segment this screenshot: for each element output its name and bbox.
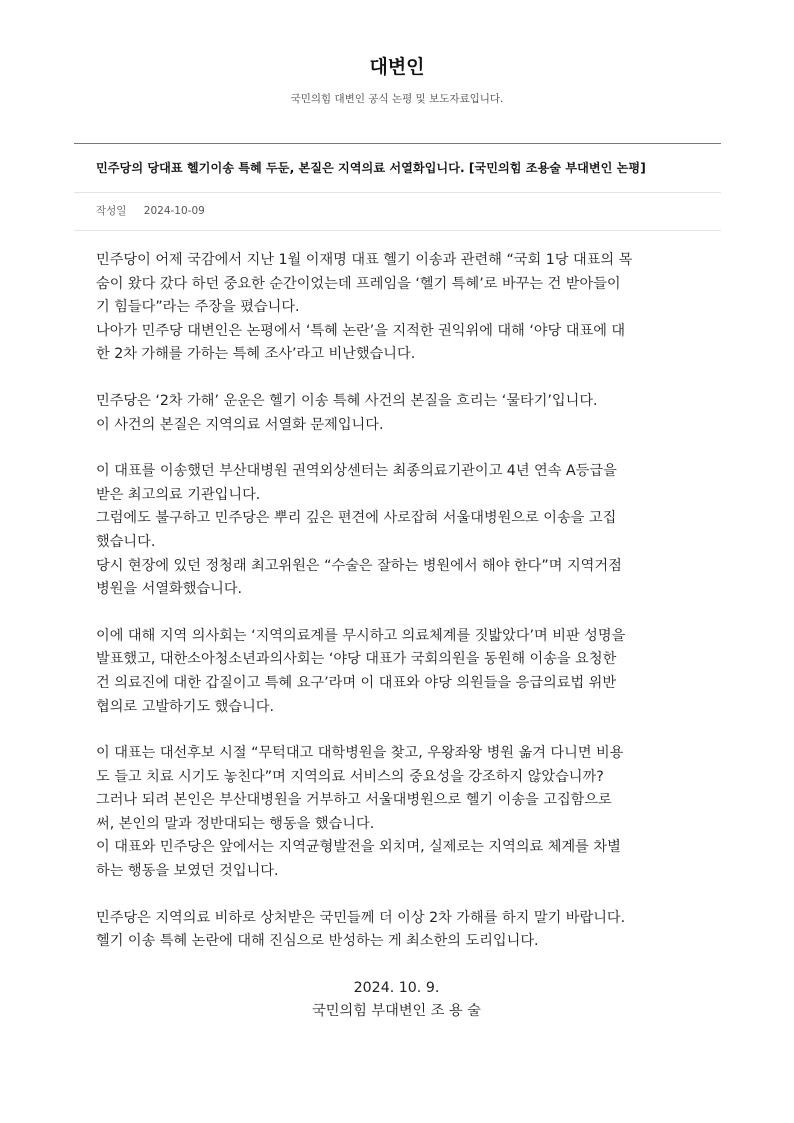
article-title: 민주당의 당대표 헬기이송 특혜 두둔, 본질은 지역의료 서열화입니다. [국민의힘 조용술 부대변인 논평]: [74, 144, 721, 193]
paragraph-line: 이 사건의 본질은 지역의료 서열화 문제입니다.: [96, 416, 384, 433]
paragraph-line: 민주당은 ‘2차 가해’ 운운은 헬기 이송 특혜 사건의 본질을 흐리는 ‘물타기’입니다.: [96, 392, 598, 409]
paragraph-line: 하는 행동을 보였던 것입니다.: [96, 863, 279, 880]
paragraph-line: 한 2차 가해를 가하는 특혜 조사’라고 비난했습니다.: [96, 346, 416, 363]
paragraph-line: 민주당이 어제 국감에서 지난 1월 이재명 대표 헬기 이송과 관련해 “국회 1당 대표의 목: [96, 252, 633, 268]
paragraph-line: 그러나 되려 본인은 부산대병원을 거부하고 서울대병원으로 헬기 이송을 고집함으로: [96, 792, 612, 809]
page-title: 대변인: [369, 56, 425, 78]
body-paragraph: [96, 460, 697, 602]
paragraph-line: 했습니다.: [96, 533, 156, 550]
paragraph-line: 병원을 서열화했습니다.: [96, 581, 243, 598]
date-label: 작성일: [96, 205, 127, 217]
paragraph-line: 이 대표를 이송했던 부산대병원 권역외상센터는 최종의료기관이고 4년 연속 A등급을: [96, 463, 617, 480]
paragraph-line: 민주당은 지역의료 비하로 상처받은 국민들께 더 이상 2차 가해를 하지 말기 바랍니다.: [96, 909, 626, 926]
signature-date: 2024. 10. 9.: [353, 979, 440, 996]
page-header: [0, 0, 794, 107]
article-body: [74, 231, 721, 954]
paragraph-line: 숨이 왔다 갔다 하던 중요한 순간이었는데 프레임을 ‘헬기 특혜’로 바꾸는 건 받아들이: [96, 275, 621, 292]
paragraph-line: 이 대표는 대선후보 시절 “무턱대고 대학병원을 찾고, 우왕좌왕 병원 옮겨 다니면 비용: [96, 745, 624, 762]
article: [74, 143, 721, 1024]
body-paragraph: [96, 249, 697, 367]
paragraph-line: 써, 본인의 말과 정반대되는 행동을 했습니다.: [96, 815, 375, 832]
paragraph-line: 발표했고, 대한소아청소년과의사회는 ‘야당 대표가 국회의원을 동원해 이송을 요청한: [96, 651, 617, 668]
body-paragraph: [96, 907, 697, 954]
paragraph-line: 당시 현장에 있던 정청래 최고위원은 “수술은 잘하는 병원에서 해야 한다”며 지역거점: [96, 557, 622, 574]
paragraph-line: 기 힘들다”라는 주장을 폈습니다.: [96, 299, 300, 316]
body-paragraph: [96, 742, 697, 884]
paragraph-line: 협의로 고발하기도 했습니다.: [96, 698, 274, 715]
paragraph-line: 이 대표와 민주당은 앞에서는 지역균형발전을 외치며, 실제로는 지역의료 체계를 차별: [96, 839, 621, 856]
signature-author: 국민의힘 부대변인 조 용 술: [312, 1003, 481, 1020]
paragraph-line: 건 의료진에 대한 갑질이고 특혜 요구’라며 이 대표와 야당 의원들을 응급의료법 위반: [96, 674, 617, 691]
paragraph-line: 받은 최고의료 기관입니다.: [96, 486, 261, 503]
paragraph-line: 그럼에도 불구하고 민주당은 뿌리 깊은 편견에 사로잡혀 서울대병원으로 이송을 고집: [96, 510, 617, 527]
page-subtitle: 국민의힘 대변인 공식 논평 및 보도자료입니다.: [290, 93, 504, 105]
paragraph-line: 이에 대해 지역 의사회는 ‘지역의료계를 무시하고 의료체계를 짓밟았다’며 비판 성명을: [96, 627, 626, 644]
article-meta: [74, 193, 721, 231]
paragraph-line: 나아가 민주당 대변인은 논평에서 ‘특혜 논란’을 지적한 권익위에 대해 ‘야당 대표에 대: [96, 322, 626, 339]
signature-block: [72, 977, 721, 1024]
body-paragraph: [96, 625, 697, 719]
paragraph-line: 도 들고 치료 시기도 놓친다”며 지역의료 서비스의 중요성을 강조하지 않았습니까?: [96, 768, 604, 785]
paragraph-line: 헬기 이송 특혜 논란에 대해 진심으로 반성하는 게 최소한의 도리입니다.: [96, 933, 539, 950]
body-paragraph: [96, 390, 697, 437]
date-value: 2024-10-09: [143, 205, 205, 217]
